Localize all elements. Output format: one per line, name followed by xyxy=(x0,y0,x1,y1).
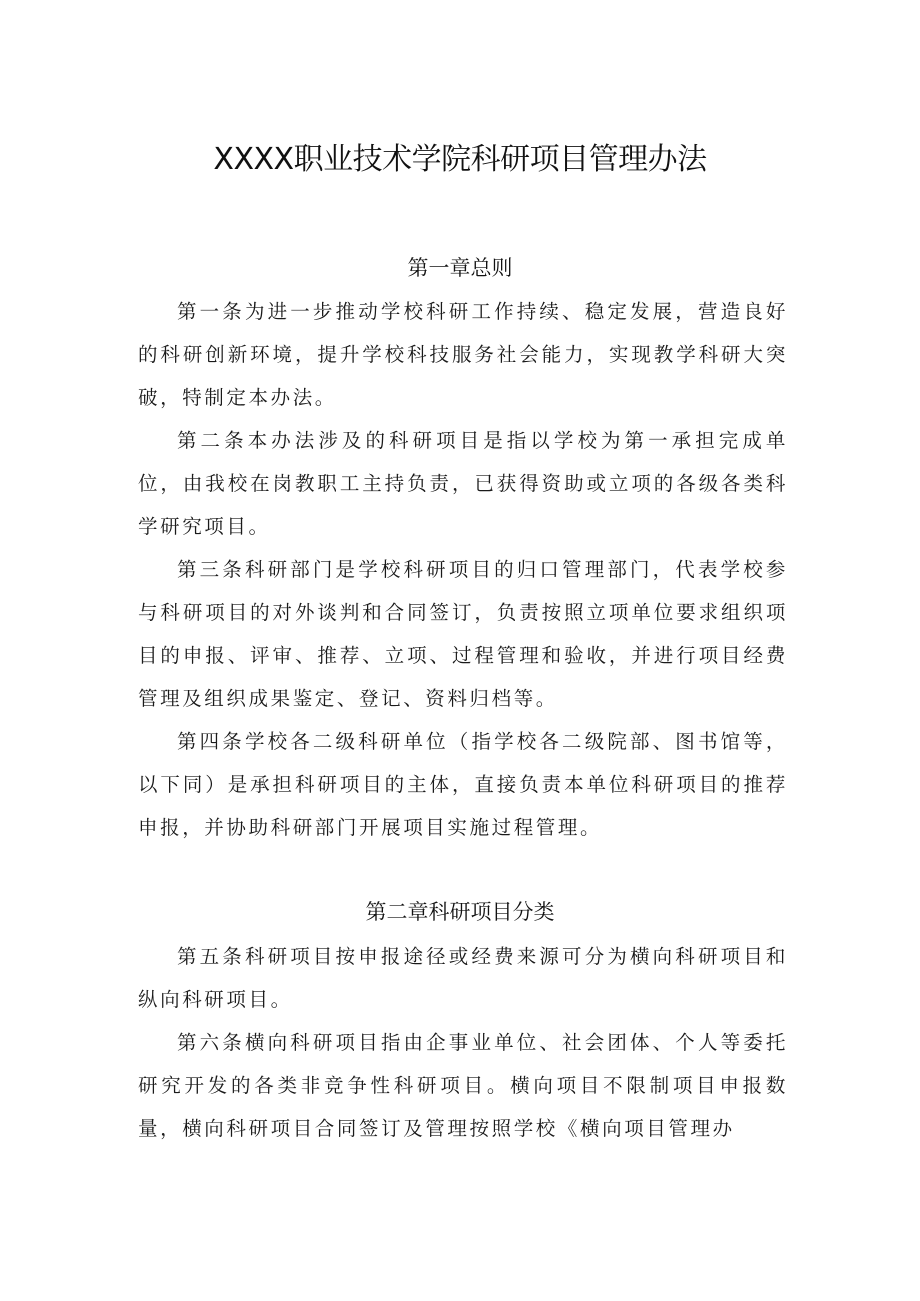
article-3: 第三条科研部门是学校科研项目的归口管理部门，代表学校参与科研项目的对外谈判和合同签订，负责按照立项单位要求组织项目的申报、评审、推荐、立项、过程管理和验收，并进行项目经费管理及组织成果鉴定、登记、资料归档等。 xyxy=(138,558,788,710)
article-6: 第六条横向科研项目指由企事业单位、社会团体、个人等委托研究开发的各类非竞争性科研项目。横向项目不限制项目申报数量，横向科研项目合同签订及管理按照学校《横向项目管理办 xyxy=(138,1031,788,1140)
chapter-1-heading: 第一章总则 xyxy=(407,256,513,280)
chapter-2-heading: 第二章科研项目分类 xyxy=(365,900,555,924)
document-title: XXXX职业技术学院科研项目管理办法 xyxy=(213,142,707,177)
article-1: 第一条为进一步推动学校科研工作持续、稳定发展，营造良好的科研创新环境，提升学校科技服务社会能力，实现教学科研大突破，特制定本办法。 xyxy=(138,300,788,409)
article-5: 第五条科研项目按申报途径或经费来源可分为横向科研项目和纵向科研项目。 xyxy=(138,945,788,1011)
article-4: 第四条学校各二级科研单位（指学校各二级院部、图书馆等，以下同）是承担科研项目的主体，直接负责本单位科研项目的推荐申报，并协助科研部门开展项目实施过程管理。 xyxy=(138,730,788,839)
article-2: 第二条本办法涉及的科研项目是指以学校为第一承担完成单位，由我校在岗教职工主持负责，已获得资助或立项的各级各类科学研究项目。 xyxy=(138,429,788,538)
